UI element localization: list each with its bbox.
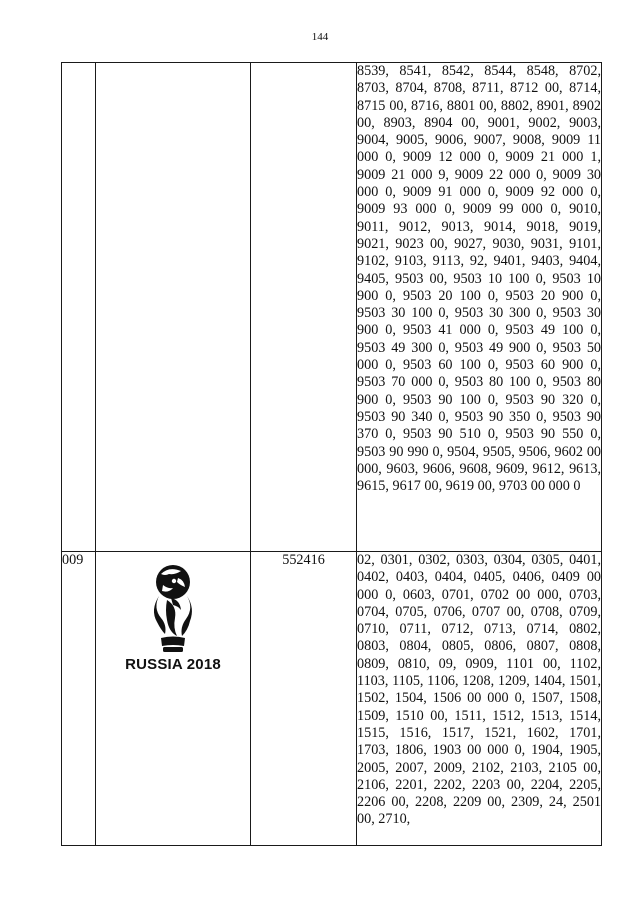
row-number-cell xyxy=(62,63,96,552)
table-row xyxy=(62,63,602,552)
row-number-cell: 009 xyxy=(62,552,96,846)
trademark-cell xyxy=(96,552,251,846)
world-cup-trophy-emblem-icon xyxy=(147,562,199,654)
product-codes-cell: 02, 0301, 0302, 0303, 0304, 0305, 0401, 0402, 0403, 0404, 0405, 0406, 0409 00 000 0, 0603, 0701, 0702 00 000, 0703, 0704, 0705, 0706, 0707 00, 0708, 0709, 0710, 0711, 0712, 0713, 0714, 0802, 0803, 0804, 0805, 0806, 0807, 0808, 0809, 0810, 09, 0909, 1101 00, 1102, 1103, 1105, 1106, 1208, 1209, 1404, 1501, 1502, 1504, 1506 00 000 0, 1507, 1508, 1509, 1510 00, 1511, 1512, 1513, 1514, 1515, 1516, 1517, 1521, 1602, 1701, 1703, 1806, 1903 00 000 0, 1904, 1905, 2005, 2007, 2009, 2102, 2103, 2105 00, 2106, 2201, 2202, 2203 00, 2204, 2205, 2206 00, 2208, 2209 00, 2309, 24, 2501 00, 2710, xyxy=(357,552,602,846)
product-codes-cell: 8539, 8541, 8542, 8544, 8548, 8702, 8703, 8704, 8708, 8711, 8712 00, 8714, 8715 00, 8716, 8801 00, 8802, 8901, 8902 00, 8903, 8904 00, 9001, 9002, 9003, 9004, 9005, 9006, 9007, 9008, 9009 11 000 0, 9009 12 000 0, 9009 21 000 1, 9009 21 000 9, 9009 22 000 0, 9009 30 000 0, 9009 91 000 0, 9009 92 000 0, 9009 93 000 0, 9009 99 000 0, 9010, 9011, 9012, 9013, 9014, 9018, 9019, 9021, 9023 00, 9027, 9030, 9031, 9101, 9102, 9103, 9113, 92, 9401, 9403, 9404, 9405, 9503 00, 9503 10 100 0, 9503 10 900 0, 9503 20 100 0, 9503 20 900 0, 9503 30 100 0, 9503 30 300 0, 9503 30 900 0, 9503 41 000 0, 9503 49 100 0, 9503 49 300 0, 9503 49 900 0, 9503 50 000 0, 9503 60 100 0, 9503 60 900 0, 9503 70 000 0, 9503 80 100 0, 9503 80 900 0, 9503 90 100 0, 9503 90 320 0, 9503 90 340 0, 9503 90 350 0, 9503 90 370 0, 9503 90 510 0, 9503 90 550 0, 9503 90 990 0, 9504, 9505, 9506, 9602 00 000, 9603, 9606, 9608, 9609, 9612, 9613, 9615, 9617 00, 9619 00, 9703 00 000 0 xyxy=(357,63,602,552)
trademark-caption: RUSSIA 2018 xyxy=(125,656,221,673)
trademark-registry-table xyxy=(61,62,602,846)
application-number-cell xyxy=(251,63,357,552)
page-number: 144 xyxy=(311,31,329,43)
application-number-cell: 552416 xyxy=(251,552,357,846)
trademark-cell xyxy=(96,63,251,552)
table-row xyxy=(62,552,602,846)
